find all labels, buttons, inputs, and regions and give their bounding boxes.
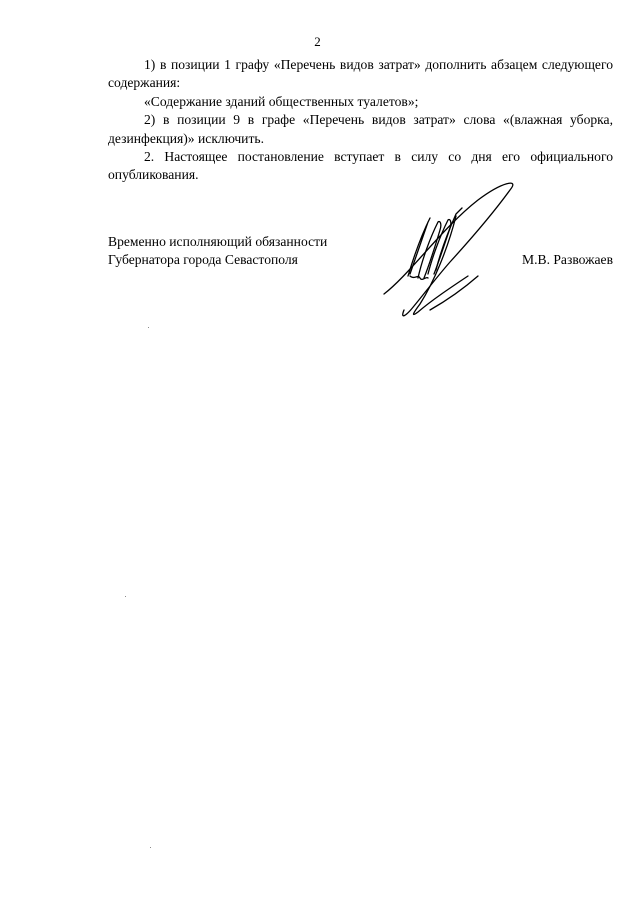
document-body [108,56,613,185]
scan-speck [148,327,149,328]
scan-speck [150,847,151,848]
signatory-position [108,233,327,270]
paragraph-effective-date: 2. Настоящее постановление вступает в силу со дня его официального опубликования. [108,149,613,183]
signer-name: М.В. Развожаев [522,252,613,267]
paragraph-amendment-2: 2) в позиции 9 в графе «Перечень видов затрат» слова «(влажная уборка, дезинфекция)» исключить. [108,112,613,146]
scan-speck [125,596,126,597]
position-line-1: Временно исполняющий обязанности [108,234,328,249]
position-line-2: Губернатора города Севастополя [108,252,298,268]
handwritten-signature-icon [370,178,530,328]
page-number: 2 [314,34,321,49]
paragraph-amendment-1: 1) в позиции 1 графу «Перечень видов затрат» дополнить абзацем следующего содержания: [108,57,613,91]
paragraph-quoted-text: «Содержание зданий общественных туалетов»; [144,93,419,109]
